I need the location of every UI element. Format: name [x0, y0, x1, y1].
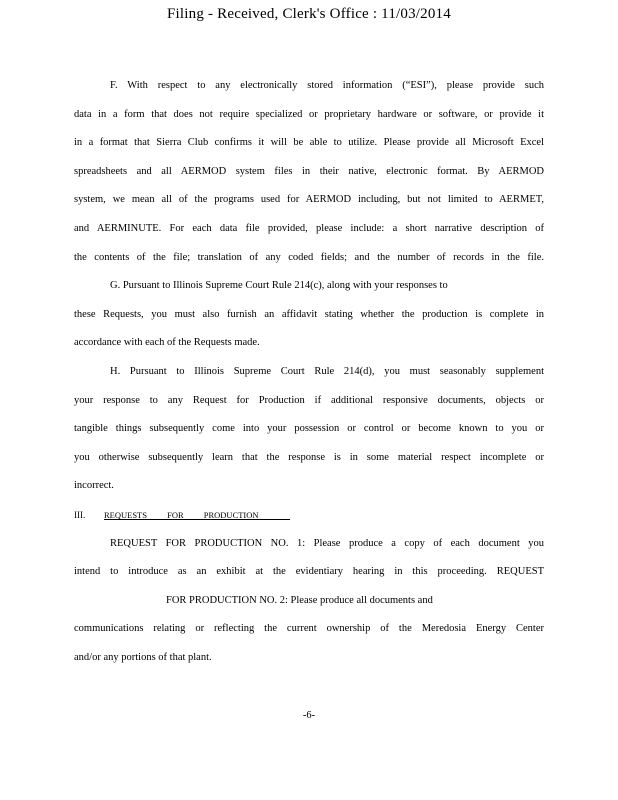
paragraph-h [74, 358, 544, 501]
text-line: communications relating or reflecting the current ownership of the Meredosia Energy Center [74, 623, 544, 635]
text-line: REQUEST FOR PRODUCTION NO. 1: Please produce a copy of each document you [110, 537, 544, 549]
text-line: your response to any Request for Production if additional responsive documents, objects or [74, 394, 544, 406]
text-line: spreadsheets and all AERMOD system files in their native, electronic format. By AERMOD [74, 165, 544, 177]
requests-for-production [74, 530, 544, 673]
text-line: in a format that Sierra Club confirms it will be able to utilize. Please provide all Microsoft Excel [74, 137, 544, 149]
text-line: accordance with each of the Requests made. [74, 337, 260, 349]
text-line: FOR PRODUCTION NO. 2: Please produce all documents and [166, 594, 433, 606]
filing-stamp-header: Filing - Received, Clerk's Office : 11/03/2014 [167, 6, 451, 22]
text-line: these Requests, you must also furnish an affidavit stating whether the production is complete in [74, 308, 544, 320]
text-line: you otherwise subsequently learn that the response is in some material respect incomplete or [74, 451, 544, 463]
page-number: -6- [302, 710, 316, 721]
section-heading [74, 501, 544, 530]
text-line: intend to introduce as an exhibit at the evidentiary hearing in this proceeding. REQUEST [74, 566, 544, 578]
section-title: REQUESTS FOR PRODUCTION [104, 509, 259, 520]
text-line: and/or any portions of that plant. [74, 651, 212, 663]
document-body [74, 72, 544, 672]
text-line: data in a form that does not require specialized or proprietary hardware or software, or provide it [74, 108, 544, 120]
text-line: and AERMINUTE. For each data file provided, please include: a short narrative description of [74, 222, 544, 234]
text-line: the contents of the file; translation of any coded fields; and the number of records in the file. [74, 251, 544, 263]
text-line: G. Pursuant to Illinois Supreme Court Rule 214(c), along with your responses to [110, 280, 448, 292]
text-line: F. With respect to any electronically stored information (“ESI”), please provide such [110, 80, 544, 91]
text-line: tangible things subsequently come into your possession or control or become known to you or [74, 423, 544, 435]
text-line: incorrect. [74, 480, 114, 492]
section-underline [104, 519, 290, 520]
text-line: system, we mean all of the programs used for AERMOD including, but not limited to AERMET, [74, 194, 544, 206]
section-number: III. [74, 509, 86, 520]
text-line: H. Pursuant to Illinois Supreme Court Rule 214(d), you must seasonably supplement [110, 365, 544, 377]
paragraph-f [74, 72, 544, 272]
paragraph-g [74, 272, 544, 358]
